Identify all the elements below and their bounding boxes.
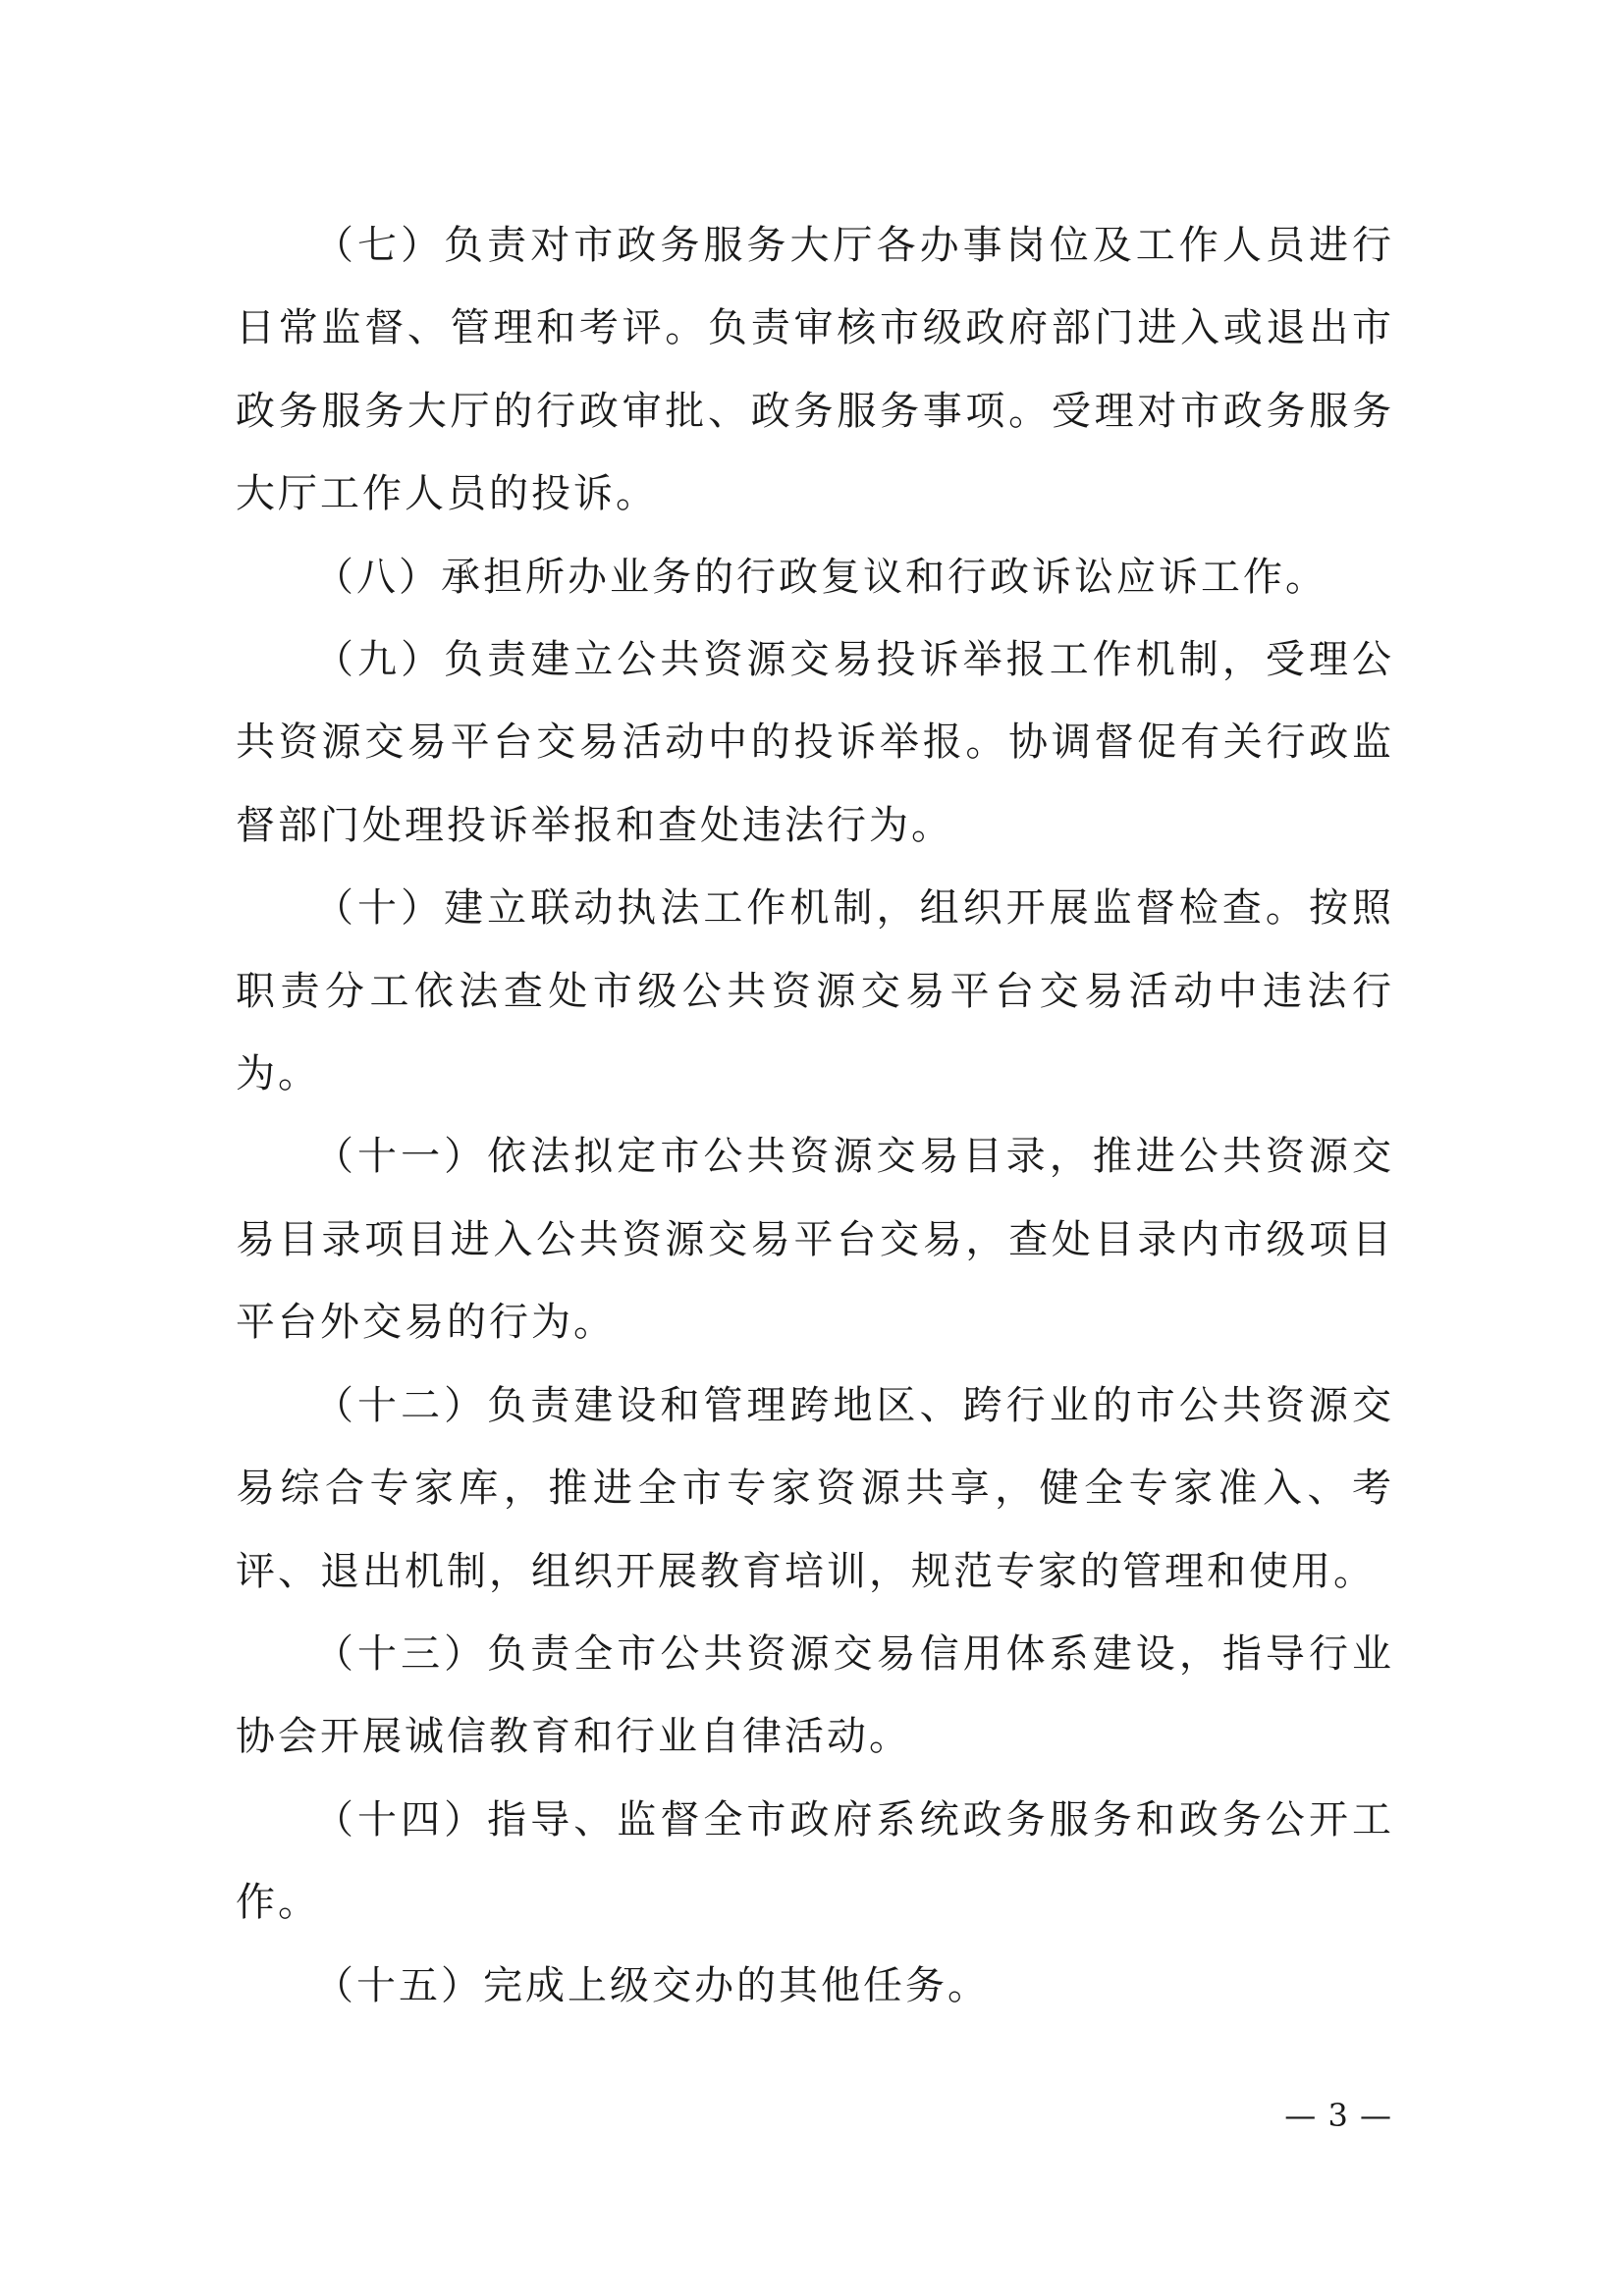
document-body — [236, 204, 1394, 2027]
paragraph-7: （七）负责对市政务服务大厅各办事岗位及工作人员进行日常监督、管理和考评。负责审核市级政府部门进入或退出市政务服务大厅的行政审批、政务服务事项。受理对市政务服务大厅工作人员的投诉。 — [236, 223, 1394, 517]
paragraph-14: （十四）指导、监督全市政府系统政务服务和政务公开工作。 — [236, 1796, 1394, 1926]
paragraph-9: （九）负责建立公共资源交易投诉举报工作机制，受理公共资源交易平台交易活动中的投诉举报。协调督促有关行政监督部门处理投诉举报和查处违法行为。 — [236, 637, 1394, 848]
page-number: — 3 — — [1284, 2097, 1392, 2134]
paragraph-13: （十三）负责全市公共资源交易信用体系建设，指导行业协会开展诚信教育和行业自律活动。 — [236, 1630, 1394, 1760]
paragraph-11: （十一）依法拟定市公共资源交易目录，推进公共资源交易目录项目进入公共资源交易平台交易，查处目录内市级项目平台外交易的行为。 — [236, 1134, 1394, 1346]
paragraph-10: （十）建立联动执法工作机制，组织开展监督检查。按照职责分工依法查处市级公共资源交易平台交易活动中违法行为。 — [236, 885, 1394, 1097]
paragraph-8: （八）承担所办业务的行政复议和行政诉讼应诉工作。 — [314, 554, 1327, 600]
paragraph-15: （十五）完成上级交办的其他任务。 — [314, 1962, 990, 2008]
paragraph-12: （十二）负责建设和管理跨地区、跨行业的市公共资源交易综合专家库，推进全市专家资源共享，健全专家准入、考评、退出机制，组织开展教育培训，规范专家的管理和使用。 — [236, 1382, 1394, 1594]
